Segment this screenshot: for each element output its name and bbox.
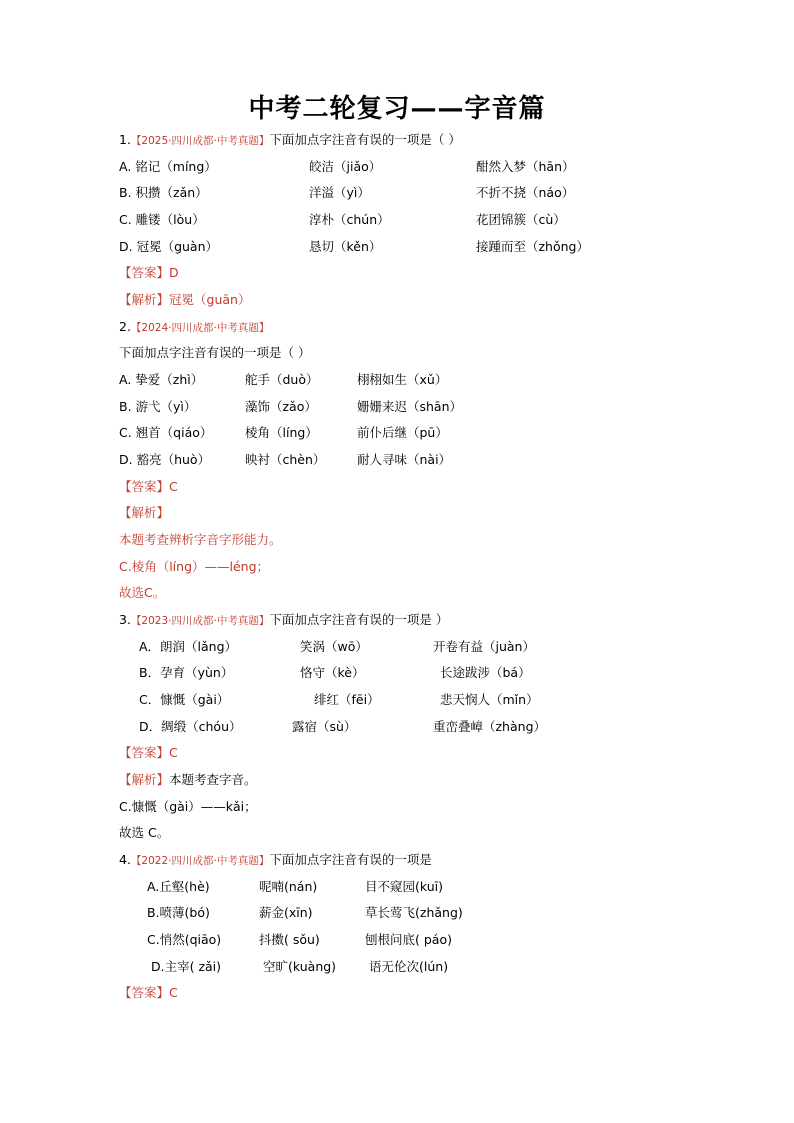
- option-text: A.丘壑(hè): [147, 879, 210, 894]
- option-text: 酣然入梦（hān）: [476, 159, 575, 174]
- option-text: 恳切（kěn）: [309, 239, 382, 254]
- option-text: 目不窥园(kuī): [365, 879, 444, 894]
- question-number: 2.: [119, 319, 131, 334]
- answer-line: [119, 745, 178, 761]
- answer-line: [119, 265, 179, 281]
- answer-value: C: [169, 985, 178, 1000]
- analysis-text: C.慷慨（gài）——kǎi；: [119, 799, 257, 814]
- question-stem: 下面加点字注音有误的一项是（ ）: [269, 132, 461, 147]
- option-text: 前仆后继（pū）: [357, 425, 448, 440]
- answer-value: C: [169, 745, 178, 760]
- option-text: 不折不挠（náo）: [476, 185, 575, 200]
- option-text: 开卷有益（juàn）: [433, 639, 535, 654]
- option-text: A. 挚爱（zhì）: [119, 372, 204, 387]
- option-text: C. 翘首（qiáo）: [119, 425, 213, 440]
- option-text: C. 雕镂（lòu）: [119, 212, 205, 227]
- option-text: 姗姗来迟（shān）: [357, 399, 463, 414]
- option-text: 皎洁（jiǎo）: [309, 159, 382, 174]
- question-stem: 下面加点字注音有误的一项是（ ）: [119, 345, 311, 360]
- analysis-text: 冠冕（guān）: [169, 292, 251, 307]
- option-text: 花团锦簇（cù）: [476, 212, 566, 227]
- analysis-label: 【解析】: [119, 505, 170, 520]
- analysis-text: 本题考查辨析字音字形能力。: [119, 532, 282, 547]
- analysis-text: C.棱角（líng）——léng；: [119, 559, 270, 574]
- question-1-header: [119, 132, 461, 149]
- question-3-header: [119, 612, 448, 629]
- analysis-text: 故选 C。: [119, 825, 170, 840]
- question-source-tag: 【2024·四川成都·中考真题】: [130, 322, 270, 334]
- option-text: 语无伦次(lún): [369, 959, 449, 974]
- option-text: B．孕育（yùn）: [139, 665, 234, 680]
- question-number: 4.: [119, 852, 131, 867]
- option-text: 长途跋涉（bá）: [440, 665, 531, 680]
- answer-line: [119, 985, 178, 1001]
- option-text: 淳朴（chún）: [309, 212, 390, 227]
- answer-label: 【答案】: [119, 265, 170, 280]
- option-text: C．慷慨（gài）: [139, 692, 230, 707]
- option-text: B. 游弋（yì）: [119, 399, 197, 414]
- option-text: 露宿（sù）: [292, 719, 357, 734]
- option-text: D. 冠冕（guàn）: [119, 239, 219, 254]
- question-source-tag: 【2023·四川成都·中考真题】: [130, 615, 270, 627]
- option-text: A．朗润（lǎng）: [139, 639, 238, 654]
- answer-label: 【答案】: [119, 479, 170, 494]
- option-text: 舵手（duò）: [245, 372, 319, 387]
- option-text: 映衬（chèn）: [245, 452, 326, 467]
- question-stem: 下面加点字注音有误的一项是 ）: [269, 612, 449, 627]
- option-text: B. 积攒（zǎn）: [119, 185, 208, 200]
- answer-label: 【答案】: [119, 985, 170, 1000]
- analysis-line: [119, 772, 257, 788]
- option-text: 空旷(kuàng): [263, 959, 337, 974]
- question-number: 1.: [119, 132, 131, 147]
- option-text: 藻饰（zǎo）: [245, 399, 317, 414]
- question-2-header: [119, 319, 269, 336]
- answer-line: [119, 479, 178, 495]
- option-text: 栩栩如生（xǔ）: [357, 372, 448, 387]
- question-stem: 下面加点字注音有误的一项是: [269, 852, 432, 867]
- answer-value: C: [169, 479, 178, 494]
- question-source-tag: 【2025·四川成都·中考真题】: [130, 135, 270, 147]
- question-source-tag: 【2022·四川成都·中考真题】: [130, 855, 270, 867]
- option-text: 悲天悯人（mǐn）: [440, 692, 539, 707]
- option-text: D.主宰( zǎi): [151, 959, 222, 974]
- answer-value: D: [169, 265, 179, 280]
- analysis-text: 本题考查字音。: [169, 772, 257, 787]
- analysis-label: 【解析】: [119, 292, 170, 307]
- option-text: 薪金(xīn): [259, 905, 313, 920]
- option-text: 棱角（líng）: [245, 425, 318, 440]
- option-text: C.悄然(qiāo): [147, 932, 222, 947]
- analysis-text: 故选C。: [119, 585, 166, 600]
- option-text: 笑涡（wō）: [300, 639, 368, 654]
- option-text: 重峦叠嶂（zhàng）: [433, 719, 547, 734]
- option-text: 草长莺飞(zhǎng): [365, 905, 463, 920]
- option-text: 抖擞( sǒu): [259, 932, 320, 947]
- option-text: 耐人寻味（nài）: [357, 452, 452, 467]
- option-text: A. 铭记（míng）: [119, 159, 217, 174]
- option-text: D．绸缎（chóu）: [139, 719, 242, 734]
- answer-label: 【答案】: [119, 745, 170, 760]
- analysis-label: 【解析】: [119, 772, 170, 787]
- analysis-line: [119, 292, 250, 308]
- question-4-header: [119, 852, 432, 869]
- option-text: 恪守（kè）: [300, 665, 365, 680]
- option-text: 绯红（fēi）: [314, 692, 380, 707]
- option-text: 刨根问底( páo): [365, 932, 452, 947]
- option-text: D. 豁亮（huò）: [119, 452, 211, 467]
- page-title: 中考二轮复习——字音篇: [248, 94, 546, 124]
- option-text: 接踵而至（zhǒng）: [476, 239, 589, 254]
- option-text: B.喷薄(bó): [147, 905, 210, 920]
- option-text: 洋溢（yì）: [309, 185, 370, 200]
- option-text: 呢喃(nán): [259, 879, 318, 894]
- question-number: 3.: [119, 612, 131, 627]
